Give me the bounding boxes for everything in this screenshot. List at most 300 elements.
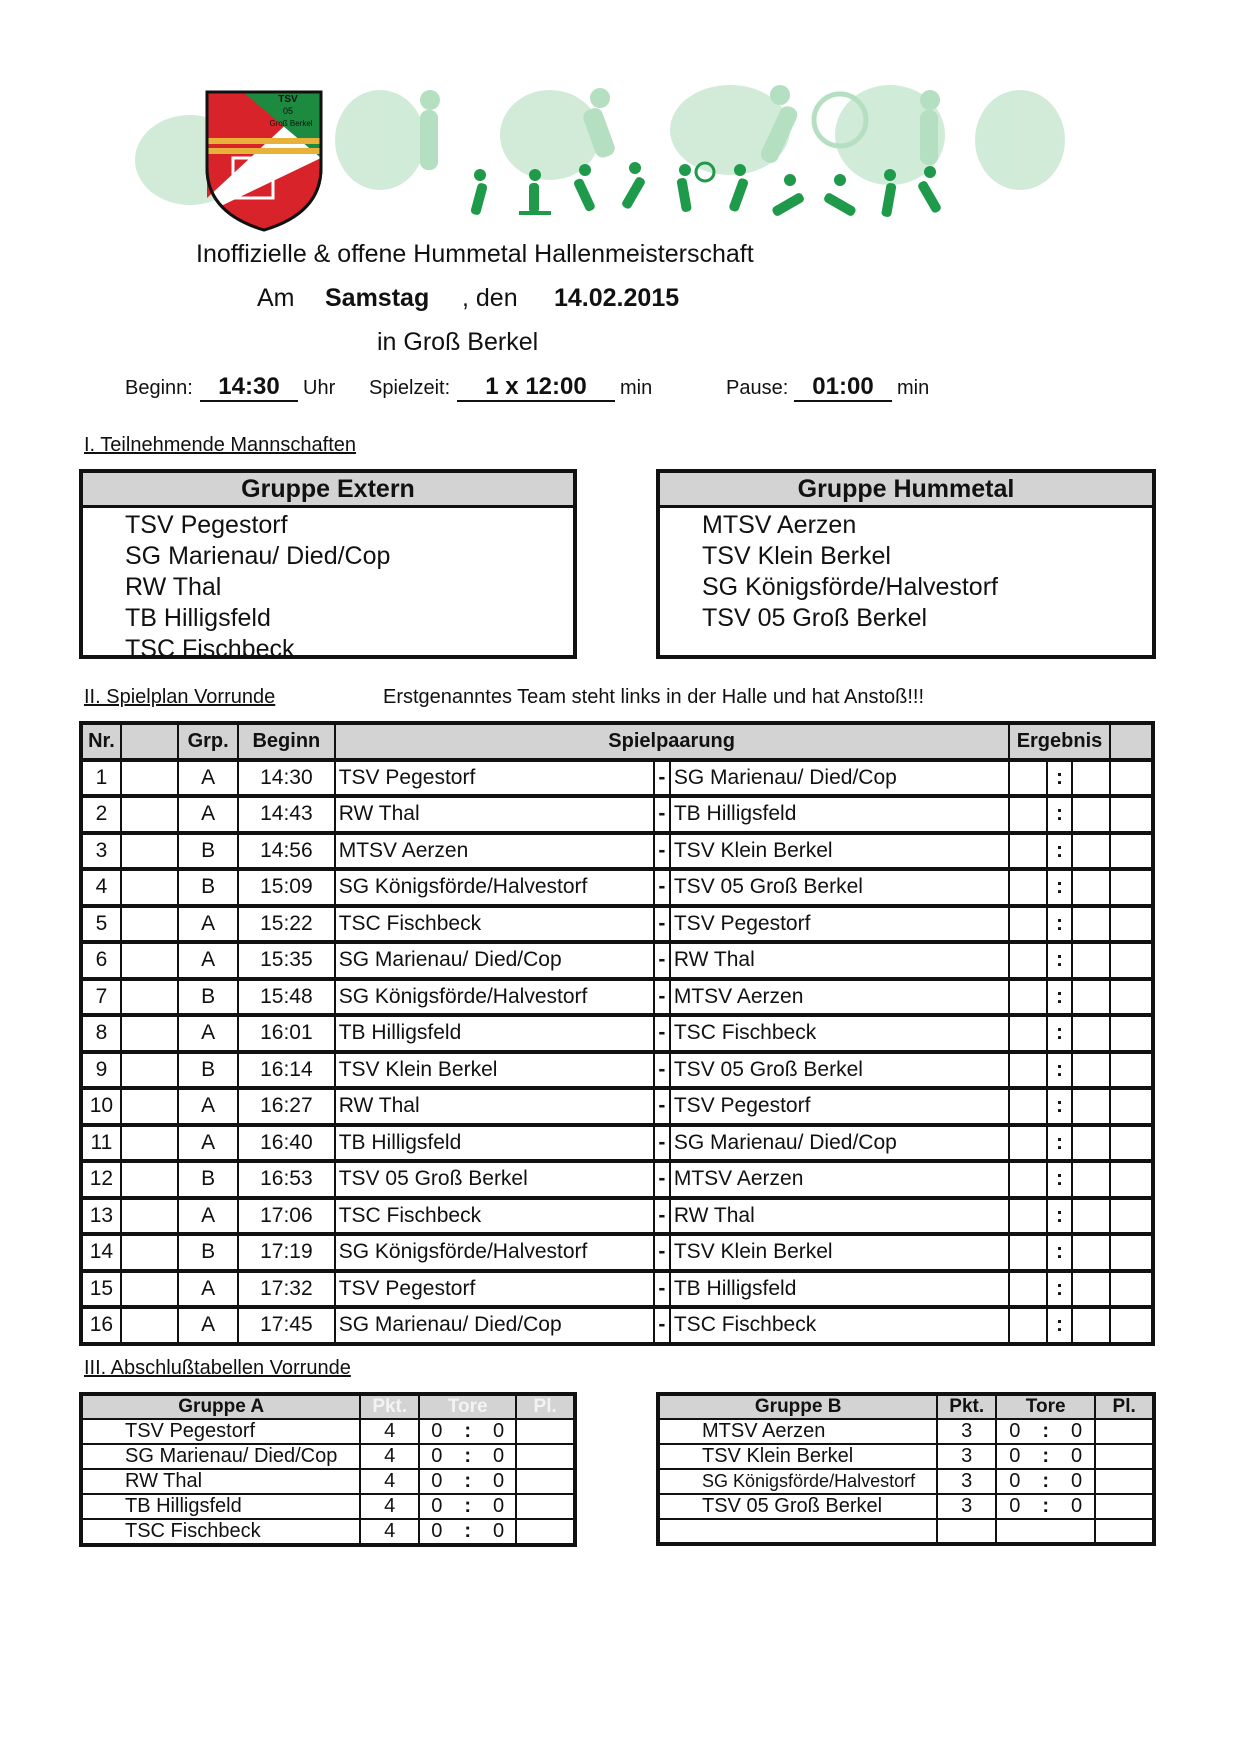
standings-a-header-tore: Tore (419, 1394, 516, 1419)
standings-a-header-pl: Pl. (516, 1394, 575, 1419)
blank-cell (996, 1519, 1095, 1544)
game-number: 11 (81, 1125, 121, 1162)
home-team: TSC Fischbeck (335, 1198, 654, 1235)
standings-team: RW Thal (81, 1469, 360, 1494)
game-group: A (178, 760, 238, 797)
section-participants-title: I. Teilnehmende Mannschaften (84, 434, 357, 456)
vs-dash: - (654, 1088, 670, 1125)
blank-cell (1110, 1307, 1153, 1344)
blank-cell (121, 1307, 178, 1344)
away-team: TB Hilligsfeld (670, 796, 1009, 833)
group-hummetal-box (656, 469, 1156, 659)
standings-row (81, 1444, 575, 1469)
blank-cell (1110, 1198, 1153, 1235)
standings-row (81, 1469, 575, 1494)
game-number: 16 (81, 1307, 121, 1344)
score-colon: : (1047, 833, 1073, 870)
game-time: 15:35 (238, 942, 335, 979)
goals-for: 0 (431, 1495, 443, 1517)
away-goals-cell (1072, 1234, 1110, 1271)
score-colon: : (1047, 1125, 1073, 1162)
pause-value: 01:00 (794, 374, 892, 402)
blank-cell (1110, 869, 1153, 906)
standings-row (658, 1419, 1154, 1444)
standings-row (81, 1494, 575, 1519)
standings-goals (419, 1444, 516, 1469)
vs-dash: - (654, 760, 670, 797)
schedule-row (81, 1052, 1153, 1089)
away-goals-cell (1072, 796, 1110, 833)
den-label: , den (462, 284, 518, 312)
game-number: 5 (81, 906, 121, 943)
am-label: Am (257, 284, 295, 312)
team-item: TSV 05 Groß Berkel (702, 604, 928, 632)
blank-cell (121, 796, 178, 833)
home-goals-cell (1009, 869, 1047, 906)
standings-place (516, 1494, 575, 1519)
home-team: SG Königsförde/Halvestorf (335, 979, 654, 1016)
goals-against: 0 (1071, 1420, 1083, 1442)
blank-cell (1110, 942, 1153, 979)
standings-team: TSV Pegestorf (81, 1419, 360, 1444)
game-group: A (178, 796, 238, 833)
team-item: SG Marienau/ Died/Cop (125, 542, 391, 570)
game-time: 14:30 (238, 760, 335, 797)
standings-b-header-pl: Pl. (1095, 1394, 1154, 1419)
col-header-spielpaarung: Spielpaarung (335, 723, 1009, 760)
standings-group-a (79, 1392, 577, 1547)
away-goals-cell (1072, 760, 1110, 797)
game-group: B (178, 869, 238, 906)
game-number: 9 (81, 1052, 121, 1089)
blank-cell (121, 979, 178, 1016)
standings-team: TB Hilligsfeld (81, 1494, 360, 1519)
score-colon: : (1047, 1307, 1073, 1344)
col-header-beginn: Beginn (238, 723, 335, 760)
game-time: 17:06 (238, 1198, 335, 1235)
standings-goals (996, 1494, 1095, 1519)
home-team: SG Königsförde/Halvestorf (335, 869, 654, 906)
away-team: RW Thal (670, 942, 1009, 979)
blank-cell (1110, 796, 1153, 833)
score-colon: : (1047, 906, 1073, 943)
vs-dash: - (654, 979, 670, 1016)
goals-for: 0 (1009, 1445, 1021, 1467)
away-goals-cell (1072, 1271, 1110, 1308)
standings-points: 3 (937, 1469, 996, 1494)
home-goals-cell (1009, 796, 1047, 833)
schedule-row (81, 833, 1153, 870)
game-group: A (178, 1125, 238, 1162)
pause-label: Pause: (726, 377, 789, 399)
score-colon: : (1047, 1234, 1073, 1271)
standings-row-empty (658, 1519, 1154, 1544)
game-group: A (178, 1198, 238, 1235)
game-number: 14 (81, 1234, 121, 1271)
blank-cell (1110, 833, 1153, 870)
away-goals-cell (1072, 1161, 1110, 1198)
blank-cell (1110, 1125, 1153, 1162)
standings-a-body (81, 1419, 575, 1545)
standings-b-header-tore: Tore (996, 1394, 1095, 1419)
home-goals-cell (1009, 1088, 1047, 1125)
vs-dash: - (654, 1161, 670, 1198)
away-team: TSV 05 Groß Berkel (670, 869, 1009, 906)
goals-separator: : (464, 1420, 472, 1442)
team-item: TB Hilligsfeld (125, 604, 271, 632)
schedule-row (81, 1307, 1153, 1344)
standings-goals (419, 1519, 516, 1545)
score-colon: : (1047, 869, 1073, 906)
pause-unit: min (897, 377, 930, 399)
schedule-row (81, 1161, 1153, 1198)
goals-against: 0 (493, 1495, 505, 1517)
home-team: TSC Fischbeck (335, 906, 654, 943)
blank-cell (1110, 1088, 1153, 1125)
schedule-row (81, 1198, 1153, 1235)
blank-cell (1110, 1052, 1153, 1089)
away-team: MTSV Aerzen (670, 1161, 1009, 1198)
kickoff-note: Erstgenanntes Team steht links in der Halle und hat Anstoß!!! (383, 686, 925, 708)
goals-against: 0 (493, 1470, 505, 1492)
standings-place (516, 1469, 575, 1494)
game-group: A (178, 942, 238, 979)
vs-dash: - (654, 906, 670, 943)
game-group: A (178, 1088, 238, 1125)
blank-cell (121, 760, 178, 797)
standings-points: 3 (937, 1419, 996, 1444)
vs-dash: - (654, 1271, 670, 1308)
vs-dash: - (654, 869, 670, 906)
col-header-blank (121, 723, 178, 760)
standings-a-header-name: Gruppe A (81, 1394, 360, 1419)
schedule-table (79, 721, 1155, 1346)
svg-text:Groß Berkel: Groß Berkel (269, 119, 313, 128)
away-team: MTSV Aerzen (670, 979, 1009, 1016)
blank-cell (1110, 1234, 1153, 1271)
away-goals-cell (1072, 1198, 1110, 1235)
standings-place (516, 1444, 575, 1469)
standings-points: 4 (360, 1519, 419, 1545)
event-title: Inoffizielle & offene Hummetal Hallenmeisterschaft (196, 240, 754, 268)
away-team: TSV Klein Berkel (670, 833, 1009, 870)
standings-goals (419, 1469, 516, 1494)
goals-for: 0 (1009, 1470, 1021, 1492)
away-team: TB Hilligsfeld (670, 1271, 1009, 1308)
schedule-body (81, 760, 1153, 1344)
blank-cell (1110, 979, 1153, 1016)
standings-points: 4 (360, 1444, 419, 1469)
home-team: RW Thal (335, 1088, 654, 1125)
vs-dash: - (654, 796, 670, 833)
blank-cell (1110, 1015, 1153, 1052)
schedule-row (81, 1015, 1153, 1052)
away-team: SG Marienau/ Died/Cop (670, 760, 1009, 797)
goals-separator: : (1042, 1445, 1049, 1467)
game-time: 15:48 (238, 979, 335, 1016)
goals-separator: : (464, 1445, 472, 1467)
blank-cell (121, 906, 178, 943)
standings-row (658, 1469, 1154, 1494)
schedule-row (81, 1088, 1153, 1125)
away-team: SG Marienau/ Died/Cop (670, 1125, 1009, 1162)
standings-goals (996, 1419, 1095, 1444)
score-colon: : (1047, 796, 1073, 833)
game-time: 17:19 (238, 1234, 335, 1271)
blank-cell (1095, 1519, 1154, 1544)
standings-place (1095, 1469, 1154, 1494)
col-header-blank (1110, 723, 1153, 760)
home-goals-cell (1009, 833, 1047, 870)
standings-team: TSC Fischbeck (81, 1519, 360, 1545)
score-colon: : (1047, 1088, 1073, 1125)
game-time: 17:45 (238, 1307, 335, 1344)
home-team: SG Königsförde/Halvestorf (335, 1234, 654, 1271)
home-goals-cell (1009, 760, 1047, 797)
vs-dash: - (654, 1015, 670, 1052)
game-number: 10 (81, 1088, 121, 1125)
blank-cell (937, 1519, 996, 1544)
game-group: A (178, 1015, 238, 1052)
game-time: 14:56 (238, 833, 335, 870)
game-number: 7 (81, 979, 121, 1016)
goals-separator: : (464, 1495, 472, 1517)
standings-place (1095, 1419, 1154, 1444)
blank-cell (121, 1271, 178, 1308)
standings-b-header-pkt: Pkt. (937, 1394, 996, 1419)
home-goals-cell (1009, 1234, 1047, 1271)
standings-points: 4 (360, 1494, 419, 1519)
standings-points: 4 (360, 1419, 419, 1444)
standings-place (516, 1519, 575, 1545)
goals-separator: : (1042, 1420, 1049, 1442)
score-colon: : (1047, 1161, 1073, 1198)
col-header-nr: Nr. (81, 723, 121, 760)
standings-team: SG Marienau/ Died/Cop (81, 1444, 360, 1469)
game-number: 1 (81, 760, 121, 797)
game-number: 3 (81, 833, 121, 870)
home-team: MTSV Aerzen (335, 833, 654, 870)
goals-for: 0 (431, 1520, 443, 1542)
event-location: in Groß Berkel (377, 328, 539, 356)
game-time: 14:43 (238, 796, 335, 833)
standings-points: 4 (360, 1469, 419, 1494)
score-colon: : (1047, 942, 1073, 979)
home-team: SG Marienau/ Died/Cop (335, 942, 654, 979)
away-goals-cell (1072, 942, 1110, 979)
home-goals-cell (1009, 1125, 1047, 1162)
section-schedule-title: II. Spielplan Vorrunde (84, 686, 276, 708)
group-extern-title: Gruppe Extern (83, 473, 573, 508)
standings-a-header-pkt: Pkt. (360, 1394, 419, 1419)
vs-dash: - (654, 833, 670, 870)
away-goals-cell (1072, 869, 1110, 906)
standings-points: 3 (937, 1494, 996, 1519)
game-group: A (178, 1271, 238, 1308)
goals-for: 0 (431, 1470, 443, 1492)
away-goals-cell (1072, 1052, 1110, 1089)
schedule-row (81, 942, 1153, 979)
goals-for: 0 (431, 1445, 443, 1467)
vs-dash: - (654, 1198, 670, 1235)
goals-separator: : (1042, 1495, 1049, 1517)
home-goals-cell (1009, 1052, 1047, 1089)
goals-separator: : (1042, 1470, 1049, 1492)
standings-b-body (658, 1419, 1154, 1544)
game-group: B (178, 1052, 238, 1089)
schedule-row (81, 796, 1153, 833)
standings-place (1095, 1494, 1154, 1519)
team-item: RW Thal (125, 573, 222, 601)
goals-separator: : (464, 1520, 472, 1542)
score-colon: : (1047, 979, 1073, 1016)
away-team: TSV Pegestorf (670, 1088, 1009, 1125)
blank-cell (121, 1161, 178, 1198)
game-number: 13 (81, 1198, 121, 1235)
home-team: TSV 05 Groß Berkel (335, 1161, 654, 1198)
spielzeit-unit: min (620, 377, 653, 399)
vs-dash: - (654, 1307, 670, 1344)
standings-goals (996, 1444, 1095, 1469)
home-goals-cell (1009, 979, 1047, 1016)
away-goals-cell (1072, 979, 1110, 1016)
blank-cell (658, 1519, 937, 1544)
goals-against: 0 (493, 1420, 505, 1442)
schedule-row (81, 1271, 1153, 1308)
game-number: 8 (81, 1015, 121, 1052)
away-goals-cell (1072, 1125, 1110, 1162)
beginn-label: Beginn: (125, 377, 193, 399)
beginn-unit: Uhr (303, 377, 336, 399)
section-standings-title: III. Abschlußtabellen Vorrunde (84, 1357, 351, 1379)
home-team: SG Marienau/ Died/Cop (335, 1307, 654, 1344)
game-group: A (178, 1307, 238, 1344)
away-goals-cell (1072, 1307, 1110, 1344)
standings-b-header-name: Gruppe B (658, 1394, 937, 1419)
away-goals-cell (1072, 833, 1110, 870)
home-team: TB Hilligsfeld (335, 1125, 654, 1162)
group-hummetal-title: Gruppe Hummetal (660, 473, 1152, 508)
standings-place (1095, 1444, 1154, 1469)
beginn-value: 14:30 (200, 374, 298, 402)
blank-cell (121, 1125, 178, 1162)
team-item: SG Königsförde/Halvestorf (702, 573, 998, 601)
home-team: RW Thal (335, 796, 654, 833)
group-extern-box (79, 469, 577, 663)
team-item: TSV Pegestorf (125, 511, 288, 539)
standings-row (81, 1519, 575, 1545)
standings-team: MTSV Aerzen (658, 1419, 937, 1444)
home-goals-cell (1009, 1161, 1047, 1198)
game-number: 15 (81, 1271, 121, 1308)
game-number: 6 (81, 942, 121, 979)
game-number: 4 (81, 869, 121, 906)
goals-against: 0 (1071, 1470, 1083, 1492)
blank-cell (121, 1198, 178, 1235)
blank-cell (121, 833, 178, 870)
standings-place (516, 1419, 575, 1444)
standings-goals (419, 1494, 516, 1519)
game-time: 16:01 (238, 1015, 335, 1052)
score-colon: : (1047, 760, 1073, 797)
schedule-row (81, 869, 1153, 906)
blank-cell (1110, 906, 1153, 943)
home-goals-cell (1009, 1271, 1047, 1308)
away-goals-cell (1072, 1015, 1110, 1052)
game-time: 16:27 (238, 1088, 335, 1125)
goals-for: 0 (1009, 1420, 1021, 1442)
blank-cell (121, 1052, 178, 1089)
game-time: 16:53 (238, 1161, 335, 1198)
standings-goals (419, 1419, 516, 1444)
goals-against: 0 (1071, 1445, 1083, 1467)
spielzeit-label: Spielzeit: (369, 377, 451, 399)
game-group: B (178, 833, 238, 870)
standings-row (658, 1444, 1154, 1469)
game-time: 15:09 (238, 869, 335, 906)
home-goals-cell (1009, 906, 1047, 943)
game-number: 12 (81, 1161, 121, 1198)
away-team: TSC Fischbeck (670, 1307, 1009, 1344)
standings-points: 3 (937, 1444, 996, 1469)
schedule-row (81, 979, 1153, 1016)
club-crest-logo (203, 88, 325, 233)
vs-dash: - (654, 1052, 670, 1089)
game-group: B (178, 1161, 238, 1198)
goals-against: 0 (493, 1445, 505, 1467)
goals-for: 0 (431, 1420, 443, 1442)
away-team: TSV Klein Berkel (670, 1234, 1009, 1271)
away-goals-cell (1072, 906, 1110, 943)
goals-for: 0 (1009, 1495, 1021, 1517)
spielzeit-value: 1 x 12:00 (457, 374, 615, 402)
away-team: TSV Pegestorf (670, 906, 1009, 943)
game-time: 16:14 (238, 1052, 335, 1089)
home-team: TSV Pegestorf (335, 760, 654, 797)
standings-row (81, 1419, 575, 1444)
schedule-row (81, 1125, 1153, 1162)
game-time: 16:40 (238, 1125, 335, 1162)
home-team: TSV Pegestorf (335, 1271, 654, 1308)
blank-cell (1110, 760, 1153, 797)
svg-text:05: 05 (282, 106, 294, 116)
game-group: B (178, 979, 238, 1016)
away-team: TSC Fischbeck (670, 1015, 1009, 1052)
col-header-ergebnis: Ergebnis (1009, 723, 1111, 760)
score-colon: : (1047, 1198, 1073, 1235)
standings-team: SG Königsförde/Halvestorf (658, 1469, 937, 1494)
standings-group-b (656, 1392, 1156, 1546)
blank-cell (121, 1015, 178, 1052)
home-goals-cell (1009, 1198, 1047, 1235)
standings-row (658, 1494, 1154, 1519)
event-date: 14.02.2015 (554, 284, 680, 312)
blank-cell (121, 1088, 178, 1125)
game-group: A (178, 906, 238, 943)
blank-cell (1110, 1161, 1153, 1198)
vs-dash: - (654, 1234, 670, 1271)
goals-separator: : (464, 1470, 472, 1492)
vs-dash: - (654, 1125, 670, 1162)
home-team: TSV Klein Berkel (335, 1052, 654, 1089)
standings-team: TSV Klein Berkel (658, 1444, 937, 1469)
event-day: Samstag (325, 284, 430, 312)
game-time: 15:22 (238, 906, 335, 943)
team-item: TSC Fischbeck (125, 635, 295, 663)
svg-text:TSV: TSV (278, 94, 298, 105)
home-goals-cell (1009, 1015, 1047, 1052)
standings-goals (996, 1469, 1095, 1494)
